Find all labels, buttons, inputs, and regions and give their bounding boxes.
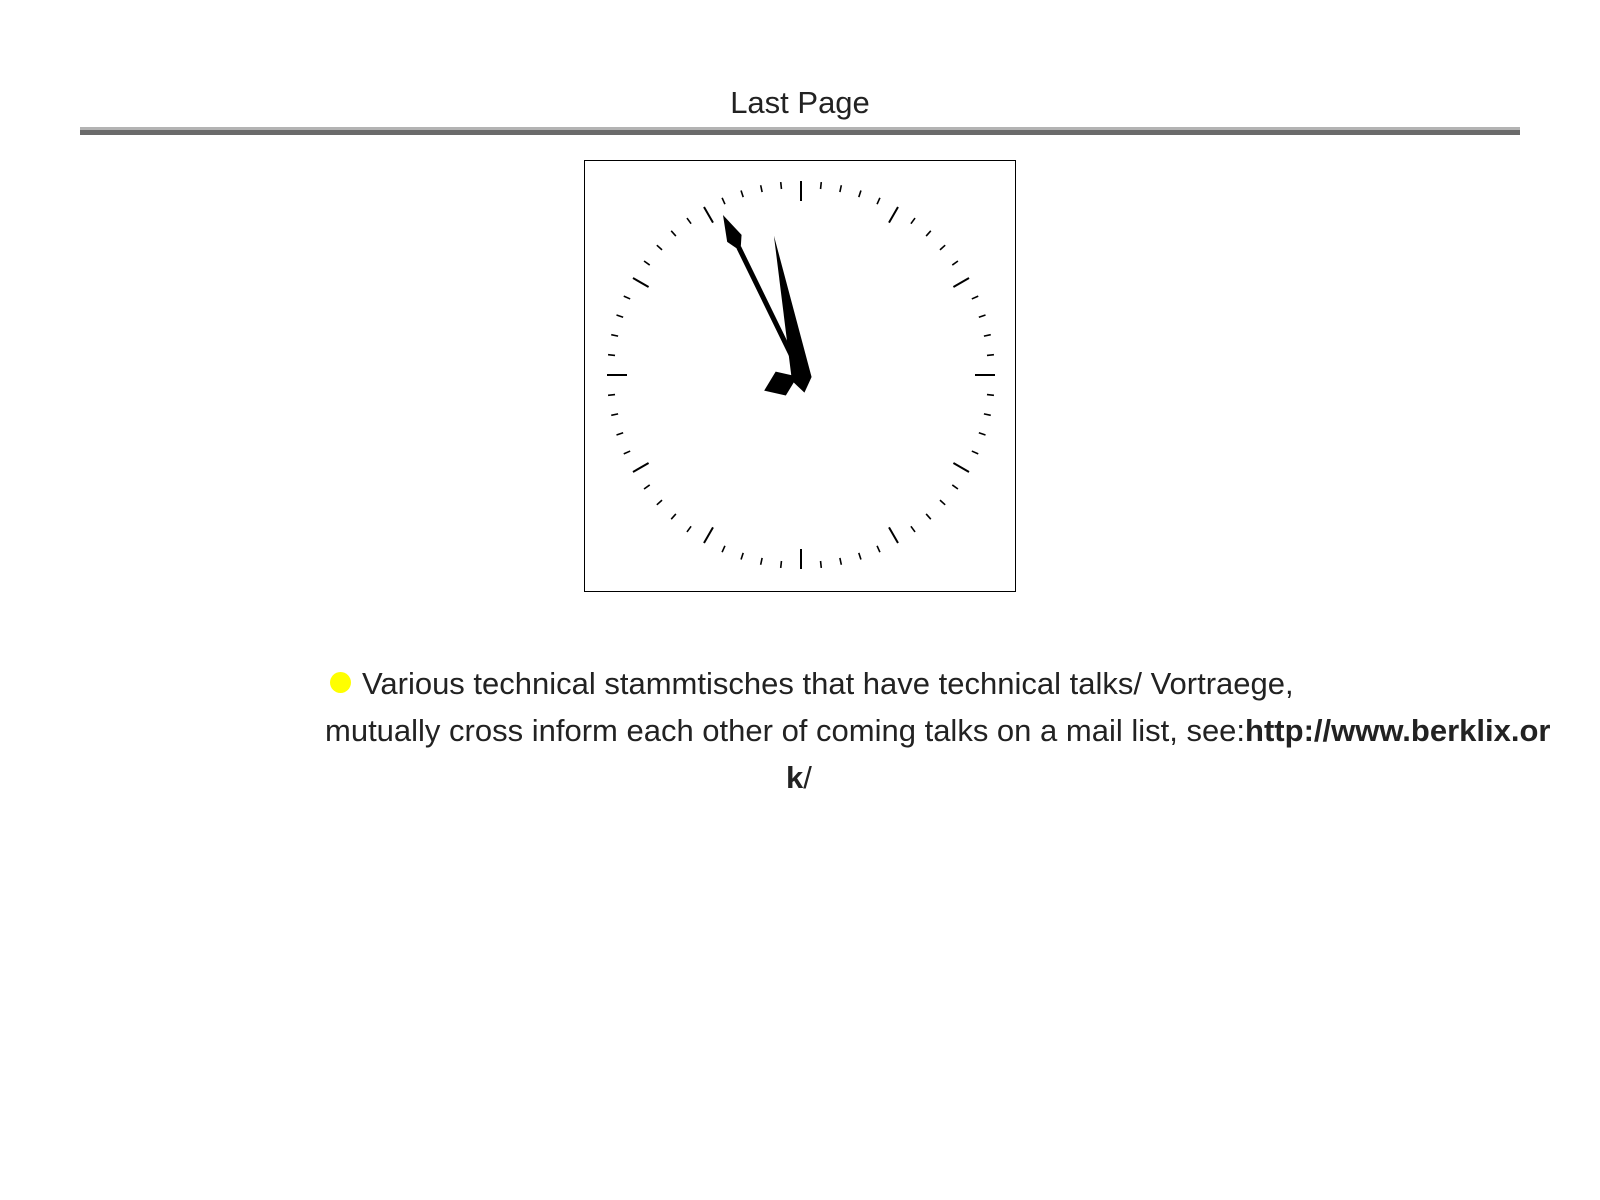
bullet-item — [325, 660, 1600, 801]
clock-tick — [972, 296, 978, 299]
clock-tick — [608, 355, 615, 356]
clock-tick — [821, 182, 822, 189]
clock-tick — [761, 558, 762, 565]
clock-tick — [611, 335, 618, 336]
clock-tick — [741, 553, 743, 560]
clock-tick — [940, 245, 945, 250]
clock-tick — [953, 278, 969, 287]
bullet-text-2: mutually cross inform each other of coming talks on a mail list, see: — [325, 713, 1246, 748]
clock-tick — [984, 414, 991, 415]
clock-tick — [617, 315, 624, 317]
clock-tick — [911, 526, 915, 532]
clock-tick — [633, 463, 649, 472]
clock-tick — [644, 485, 650, 489]
hour-hand — [774, 236, 812, 393]
clock-frame — [584, 160, 1016, 592]
clock-tick — [987, 355, 994, 356]
clock-tick — [611, 414, 618, 415]
clock-tick — [741, 191, 743, 198]
clock-tick — [984, 335, 991, 336]
clock-tick — [671, 514, 676, 519]
clock-tick — [671, 231, 676, 236]
clock-tick — [940, 500, 945, 505]
clock-tick — [704, 527, 713, 543]
clock-tick — [972, 451, 978, 454]
clock-tick — [608, 395, 615, 396]
clock-face — [585, 161, 1015, 591]
bullet-text-1: Various technical stammtisches that have technical talks/ Vortraege, — [362, 666, 1294, 701]
bullet-line-2 — [325, 707, 1600, 754]
clock-tick — [722, 546, 725, 552]
clock-tick — [889, 527, 898, 543]
clock-tick — [644, 261, 650, 265]
clock-tick — [781, 182, 782, 189]
clock-tick — [722, 198, 725, 204]
clock-tick — [859, 553, 861, 560]
berklix-link-slash[interactable]: / — [803, 760, 812, 795]
clock-tick — [624, 451, 630, 454]
clock-tick — [952, 485, 958, 489]
clock-tick — [657, 245, 662, 250]
clock-tick — [840, 185, 841, 192]
clock-tick — [979, 433, 986, 435]
clock-tick — [781, 561, 782, 568]
clock-tick — [821, 561, 822, 568]
bullet-line-3 — [325, 754, 1600, 801]
clock-tick — [889, 207, 898, 223]
clock-tick — [911, 218, 915, 224]
title-rule-dark — [80, 130, 1520, 135]
clock-tick — [617, 433, 624, 435]
clock-tick — [859, 191, 861, 198]
page-title: Last Page — [730, 85, 870, 120]
clock-hands — [723, 215, 812, 396]
clock-tick — [687, 218, 691, 224]
clock-tick — [761, 185, 762, 192]
minute-hand-tip — [723, 215, 742, 251]
clock-tick — [926, 231, 931, 236]
clock-tick — [877, 546, 880, 552]
clock-tick — [687, 526, 691, 532]
clock-tick — [877, 198, 880, 204]
clock-tick — [624, 296, 630, 299]
clock-tick — [926, 514, 931, 519]
clock-tick — [952, 261, 958, 265]
clock-tick — [840, 558, 841, 565]
minute-hand — [737, 246, 806, 379]
clock-tick — [633, 278, 649, 287]
bullet-dot-icon — [330, 672, 351, 693]
clock-tick — [657, 500, 662, 505]
berklix-link-end[interactable]: k — [786, 760, 804, 795]
clock-tick — [704, 207, 713, 223]
clock-tick — [987, 395, 994, 396]
clock-tick — [953, 463, 969, 472]
clock-tick — [979, 315, 986, 317]
bullet-line-1 — [325, 660, 1600, 707]
berklix-link[interactable]: http://www.berklix.or — [1245, 713, 1551, 748]
